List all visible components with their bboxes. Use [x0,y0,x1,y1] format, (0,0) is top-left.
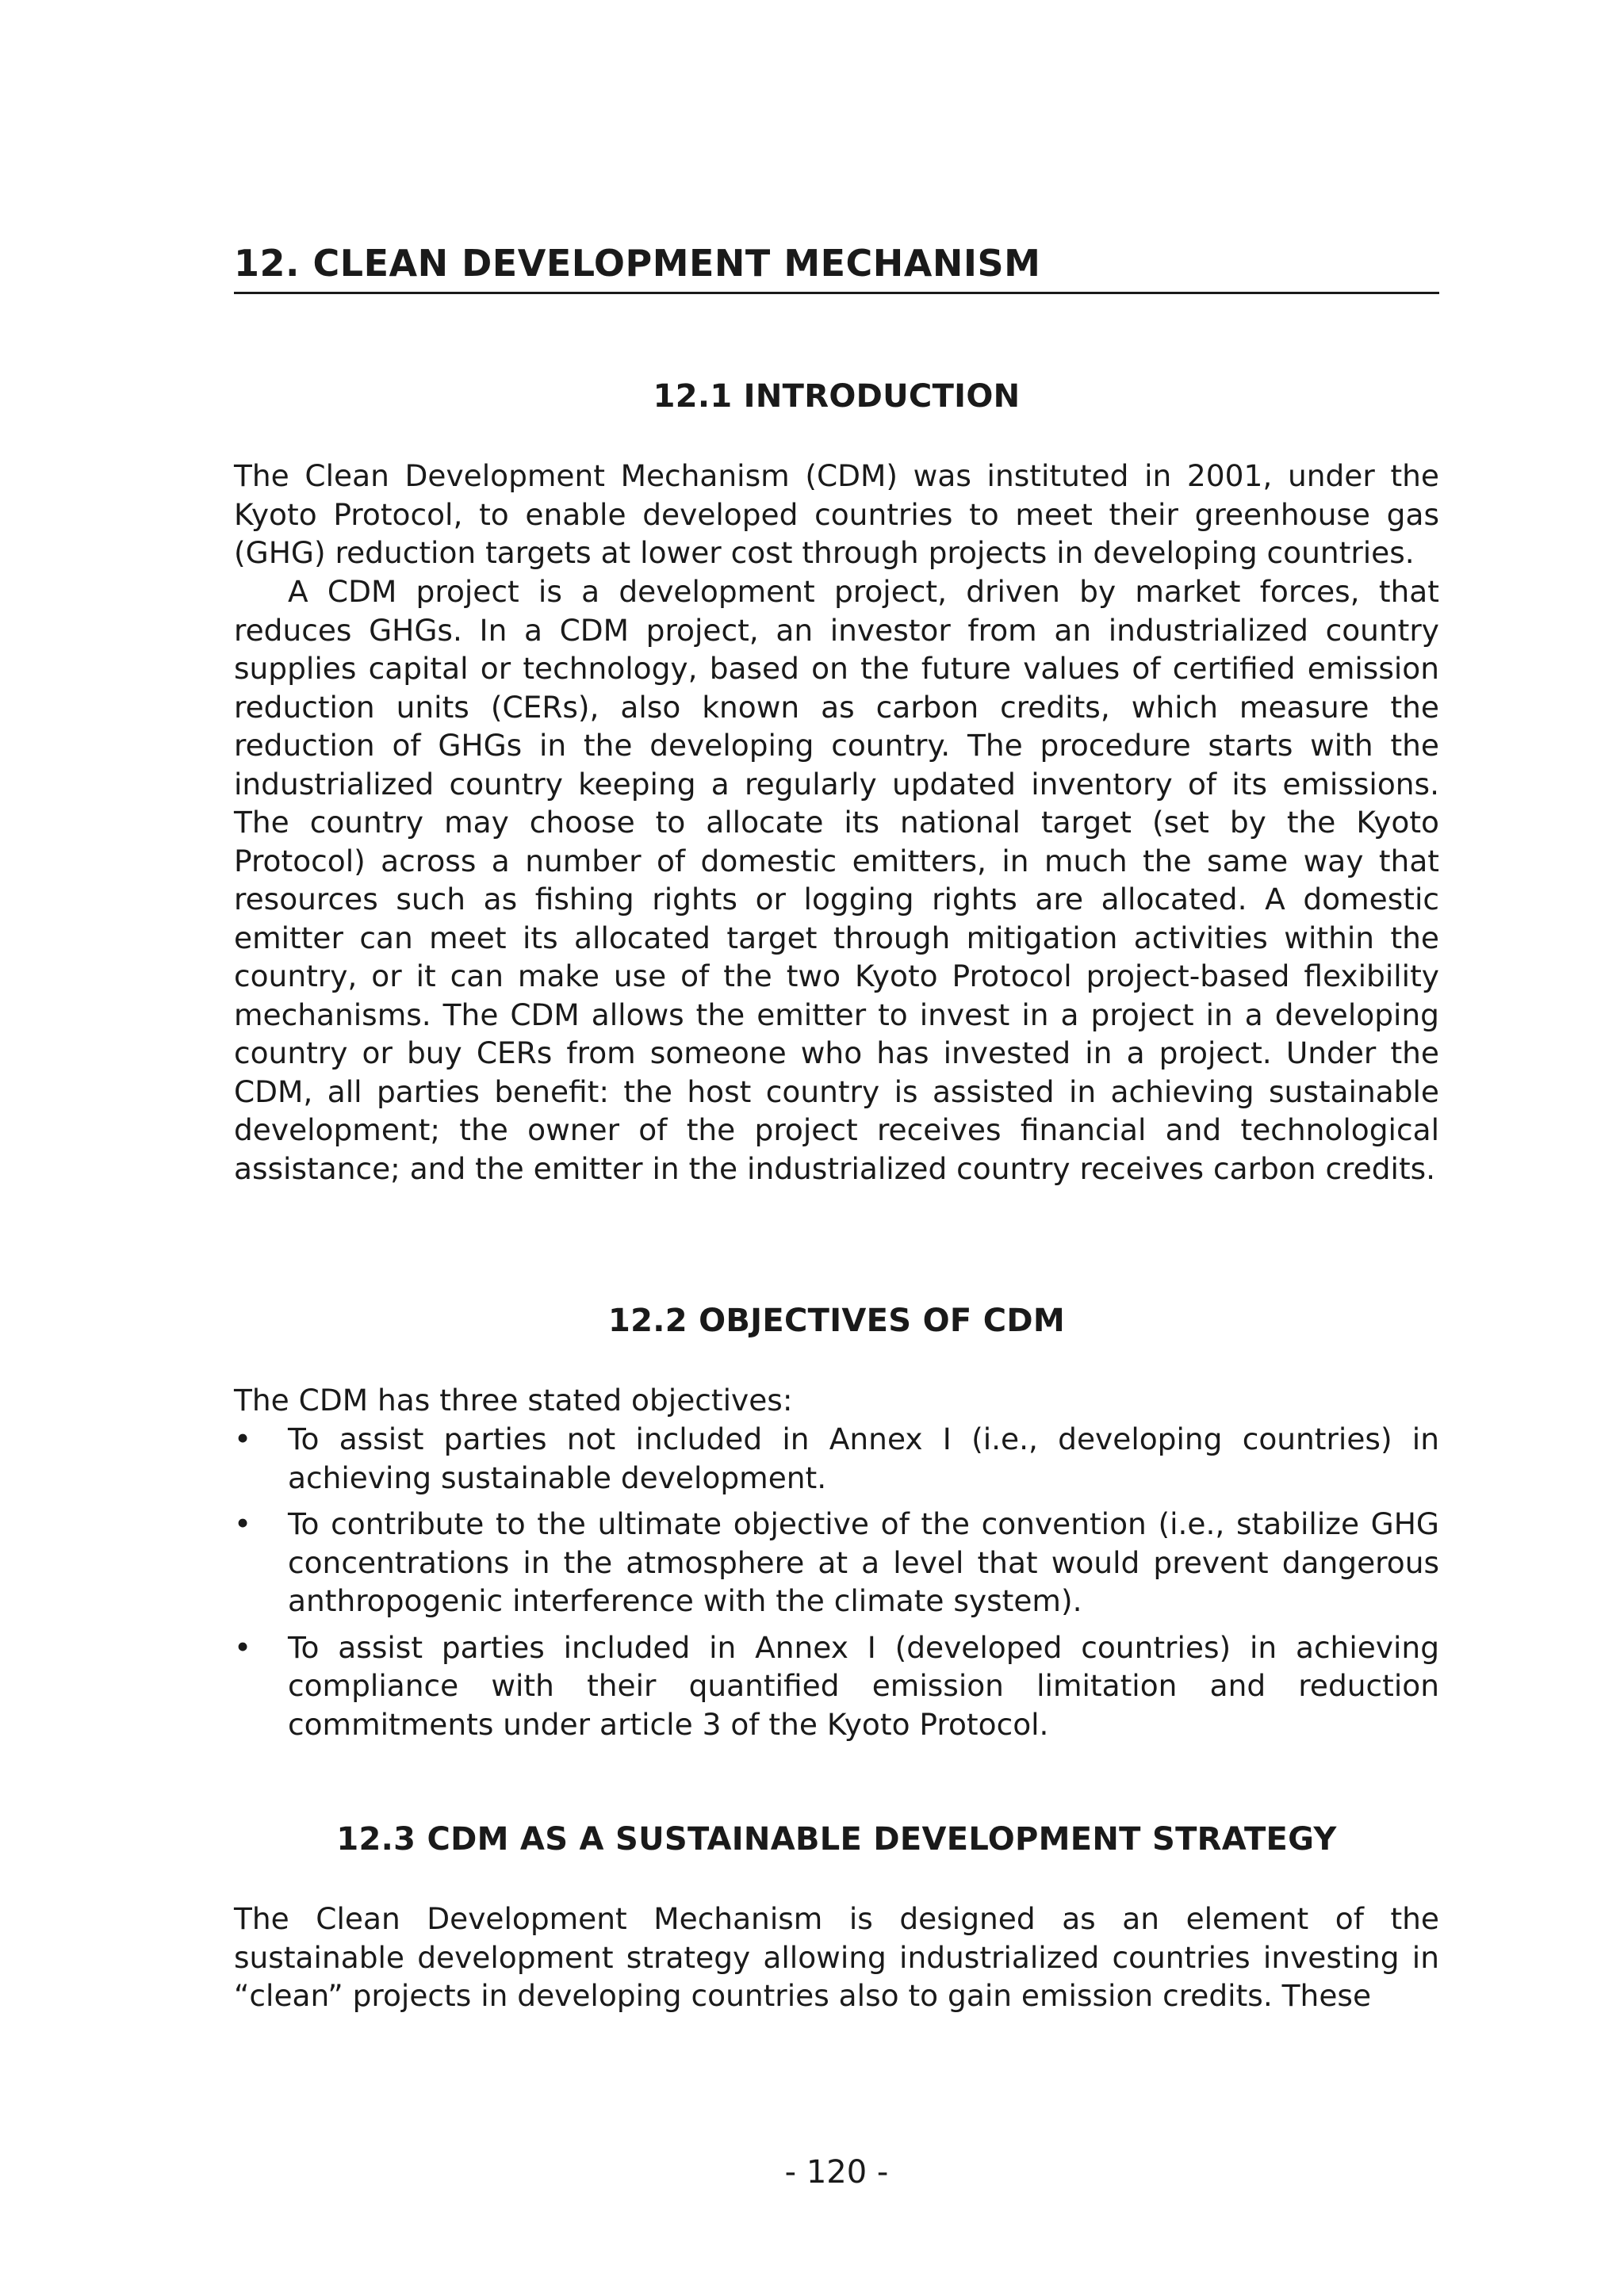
bullet-icon: • [234,1422,252,1456]
list-item [234,1420,1439,1497]
intro-paragraph-1: The Clean Development Mechanism (CDM) was instituted in 2001, under the Kyoto Protocol, to enable developed countries to meet their greenhouse gas (GHG) reduction targets at lower cost through projects in developing countries. [234,458,1439,570]
list-item [234,1505,1439,1621]
section-heading-introduction: 12.1 INTRODUCTION [653,378,1021,415]
strategy-paragraph: The Clean Development Mechanism is designed as an element of the sustainable development strategy allowing industrialized countries investing in “clean” projects in developing countries also to gain emission credits. These [234,1901,1439,2013]
bullet-icon: • [234,1506,252,1541]
document-page [234,0,1439,2296]
chapter-title: 12. CLEAN DEVELOPMENT MECHANISM [234,238,1439,294]
objective-text: To contribute to the ultimate objective of the convention (i.e., stabilize GHG concentrations in the atmosphere at a level that would prevent dangerous anthropogenic interference with the climate system). [288,1506,1439,1618]
bullet-icon: • [234,1629,252,1665]
objective-text: To assist parties not included in Annex I (i.e., developing countries) in achieving sustainable development. [288,1422,1439,1495]
section-heading-objectives: 12.2 OBJECTIVES OF CDM [607,1303,1066,1339]
objectives-intro: The CDM has three stated objectives: [234,1383,793,1418]
objective-text: To assist parties included in Annex I (developed countries) in achieving compliance with their quantified emission limitation and reduction commitments under article 3 of the Kyoto Protocol. [288,1629,1439,1742]
intro-paragraph-2: A CDM project is a development project, driven by market forces, that reduces GHGs. In a CDM project, an investor from an industrialized country supplies capital or technology, based on the future values of certified emission reduction units (CERs), also known as carbon credits, which measure the reduction of GHGs in the developing country. The procedure starts with the industrialized country keeping a regularly updated inventory of its emissions. The country may choose to allocate its national target (set by the Kyoto Protocol) across a number of domestic emitters, in much the same way that resources such as fishing rights or logging rights are allocated. A domestic emitter can meet its allocated target through mitigation activities within the country, or it can make use of the two Kyoto Protocol project-based flexibility mechanisms. The CDM allows the emitter to invest in a project in a developing country or buy CERs from someone who has invested in a project. Under the CDM, all parties benefit: the host country is assisted in achieving sustainable development; the owner of the project receives financial and technological assistance; and the emitter in the industrialized country receives carbon credits. [234,574,1439,1186]
page-number: - 120 - [784,2154,889,2191]
objectives-list [234,1420,1439,1751]
list-item [234,1628,1439,1744]
section-heading-sustainable-strategy: 12.3 CDM AS A SUSTAINABLE DEVELOPMENT STRATEGY [336,1821,1337,1858]
